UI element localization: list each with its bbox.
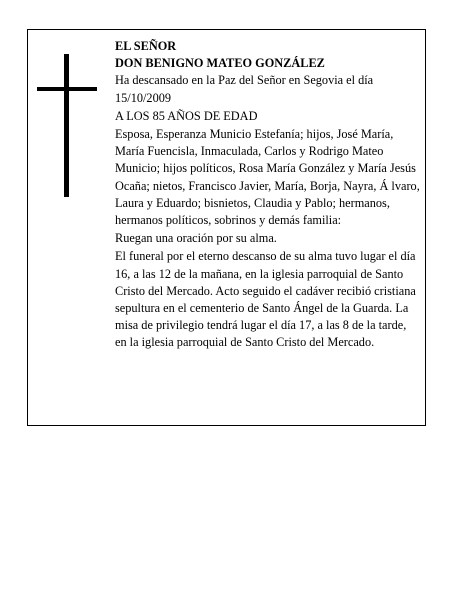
obituary-text bbox=[115, 38, 420, 352]
age-statement: A LOS 85 AÑOS DE EDAD bbox=[115, 108, 258, 123]
funeral-details: El funeral por el eterno descanso de su alma tuvo lugar el día 16, a las 12 de la mañana, en la iglesia parroquial de Santo Cristo del Mercado. Acto seguido el cadáver recibió cristiana sepultura en el cementerio de Santo Ángel de la Guarda. La misa de privilegio tendrá lugar el día 17, a las 8 de la tarde, en la iglesia parroquial de Santo Cristo del Mercado. bbox=[115, 249, 416, 350]
cross-vertical-bar bbox=[64, 54, 69, 197]
family-list: Esposa, Esperanza Municio Estefanía; hijos, José María, María Fuencisla, Inmaculada, Carlos y Rodrigo Mateo Municio; hijos políticos, Rosa María González y María Jesús Ocaña; nietos, Francisco Javier, María, Borja, Nayra, Á lvaro, Laura y Eduardo; bisnietos, Claudia y Pablo; hermanos, hermanos políticos, sobrinos y demás familia: bbox=[115, 127, 420, 228]
cross-icon bbox=[37, 54, 97, 197]
cross-horizontal-bar bbox=[37, 87, 97, 91]
title-line-1: EL SEÑOR bbox=[115, 39, 177, 53]
deceased-name: DON BENIGNO MATEO GONZÁLEZ bbox=[115, 56, 325, 71]
prayer-request: Ruegan una oración por su alma. bbox=[115, 231, 277, 246]
death-statement: Ha descansado en la Paz del Señor en Segovia el día 15/10/2009 bbox=[115, 73, 374, 105]
